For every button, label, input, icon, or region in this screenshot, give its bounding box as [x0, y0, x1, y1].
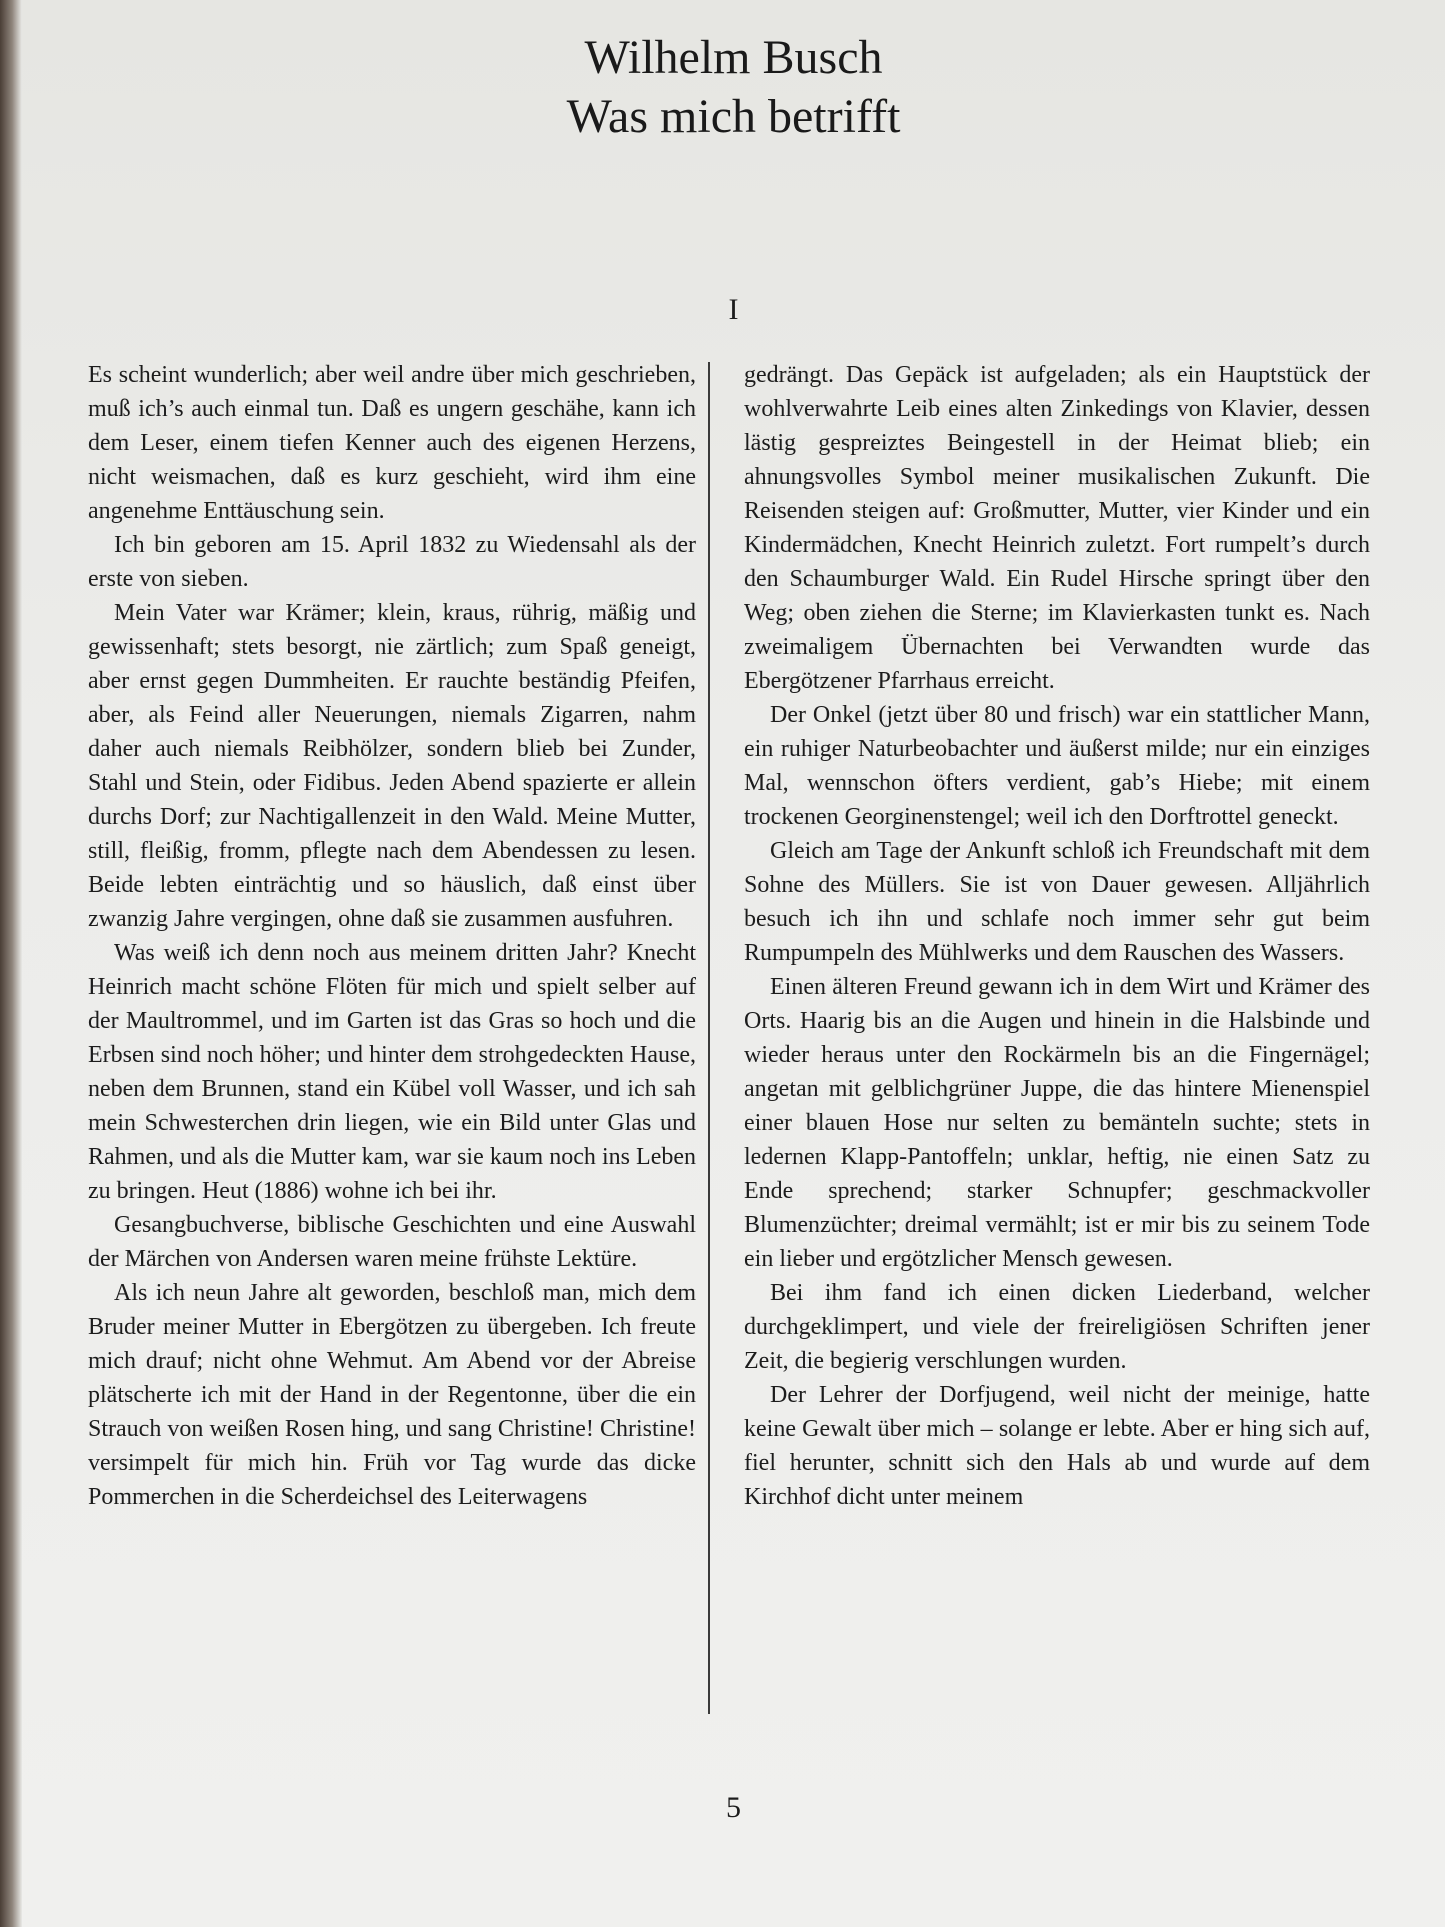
paragraph: Der Lehrer der Dorfjugend, weil nicht der meinige, hatte keine Gewalt über mich – solange er lebte. Aber er hing sich auf, fiel herunter, schnitt sich den Hals ab und wurde auf dem Kirchhof dicht unter meinem [744, 1382, 1370, 1510]
left-column [88, 358, 696, 1514]
section-numeral: I [728, 293, 739, 326]
paragraph: Als ich neun Jahre alt geworden, beschloß man, mich dem Bruder meiner Mutter in Ebergötzen zu übergeben. Ich freute mich drauf; nicht ohne Wehmut. Am Abend vor der Abreise plätscherte ich mit der Hand in der Regentonne, über die ein Strauch von weißen Rosen hing, und sang Christine! Christine! versimpelt für mich hin. Früh vor Tag wurde das dicke Pommerchen in die Scherdeichsel des Leiterwagens [88, 1280, 696, 1510]
paragraph: Ich bin geboren am 15. April 1832 zu Wiedensahl als der erste von sieben. [88, 532, 696, 592]
page-number: 5 [726, 1791, 741, 1824]
paragraph: Mein Vater war Krämer; klein, kraus, rührig, mäßig und gewissenhaft; stets besorgt, nie zärtlich; zum Spaß geneigt, aber ernst gegen Dummheiten. Er rauchte beständig Pfeifen, aber, als Feind aller Neuerungen, niemals Zigarren, nahm daher auch niemals Reibhölzer, sondern blieb bei Zunder, Stahl und Stein, oder Fidibus. Jeden Abend spazierte er allein durchs Dorf; zur Nachtigallenzeit in den Wald. Meine Mutter, still, fleißig, fromm, pflegte nach dem Abendessen zu lesen. Beide lebten einträchtig und so häuslich, daß einst über zwanzig Jahre vergingen, ohne daß sie zusammen ausfuhren. [88, 600, 696, 932]
book-page [22, 0, 1445, 1927]
paragraph: Es scheint wunderlich; aber weil andre über mich geschrieben, muß ich’s auch einmal tun. Daß es ungern geschähe, kann ich dem Leser, einem tiefen Kenner auch des eigenen Herzens, nicht weismachen, daß es kurz geschieht, wird ihm eine angenehme Enttäuschung sein. [88, 362, 696, 524]
author-name: Wilhelm Busch [584, 31, 883, 84]
paragraph: Bei ihm fand ich einen dicken Liederband, welcher durchgeklimpert, und viele der freireligiösen Schriften jener Zeit, die begierig verschlungen wurden. [744, 1280, 1370, 1374]
paragraph: Einen älteren Freund gewann ich in dem Wirt und Krämer des Orts. Haarig bis an die Augen und hinein in die Halsbinde und wieder heraus unter den Rockärmeln bis an die Fingernägel; angetan mit gelblichgrüner Juppe, die das hintere Mienenspiel einer blauen Hose nur selten zu bemänteln suchte; stets in ledernen Klapp-Pantoffeln; unklar, heftig, nie einen Satz zu Ende sprechend; starker Schnupfer; geschmackvoller Blumenzüchter; dreimal vermählt; ist er mir bis zu seinem Tode ein lieber und ergötzlicher Mensch gewesen. [744, 974, 1370, 1272]
right-column [744, 358, 1370, 1514]
paragraph: Gleich am Tage der Ankunft schloß ich Freundschaft mit dem Sohne des Müllers. Sie ist von Dauer gewesen. Alljährlich besuch ich ihn und schlafe noch immer sehr gut beim Rumpumpeln des Mühlwerks und dem Rauschen des Wassers. [744, 838, 1370, 966]
column-divider [708, 362, 710, 1714]
paragraph: gedrängt. Das Gepäck ist aufgeladen; als ein Hauptstück der wohlverwahrte Leib eines alten Zinkedings von Klavier, dessen lästig gespreiztes Beingestell in der Heimat blieb; ein ahnungsvolles Symbol meiner musikalischen Zukunft. Die Reisenden steigen auf: Großmutter, Mutter, vier Kinder und ein Kindermädchen, Knecht Heinrich zuletzt. Fort rumpelt’s durch den Schaumburger Wald. Ein Rudel Hirsche springt über den Weg; oben ziehen die Sterne; im Klavierkasten tunkt es. Nach zweimaligem Übernachten bei Verwandten wurde das Ebergötzener Pfarrhaus erreicht. [744, 362, 1370, 694]
chapter-title: Was mich betrifft [566, 90, 901, 143]
book-gutter-shadow [0, 0, 22, 1927]
paragraph: Gesangbuchverse, biblische Geschichten und eine Auswahl der Märchen von Andersen waren meine frühste Lektüre. [88, 1212, 696, 1272]
paragraph: Der Onkel (jetzt über 80 und frisch) war ein stattlicher Mann, ein ruhiger Naturbeobachter und äußerst milde; nur ein einziges Mal, wennschon öfters verdient, gab’s Hiebe; mit einem trockenen Georginenstengel; weil ich den Dorftrottel geneckt. [744, 702, 1370, 830]
paragraph: Was weiß ich denn noch aus meinem dritten Jahr? Knecht Heinrich macht schöne Flöten für mich und spielt selber auf der Maultrommel, und im Garten ist das Gras so hoch und die Erbsen sind noch höher; und hinter dem strohgedeckten Hause, neben dem Brunnen, stand ein Kübel voll Wasser, und ich sah mein Schwesterchen drin liegen, wie ein Bild unter Glas und Rahmen, und als die Mutter kam, war sie kaum noch ins Leben zu bringen. Heut (1886) wohne ich bei ihr. [88, 940, 696, 1204]
